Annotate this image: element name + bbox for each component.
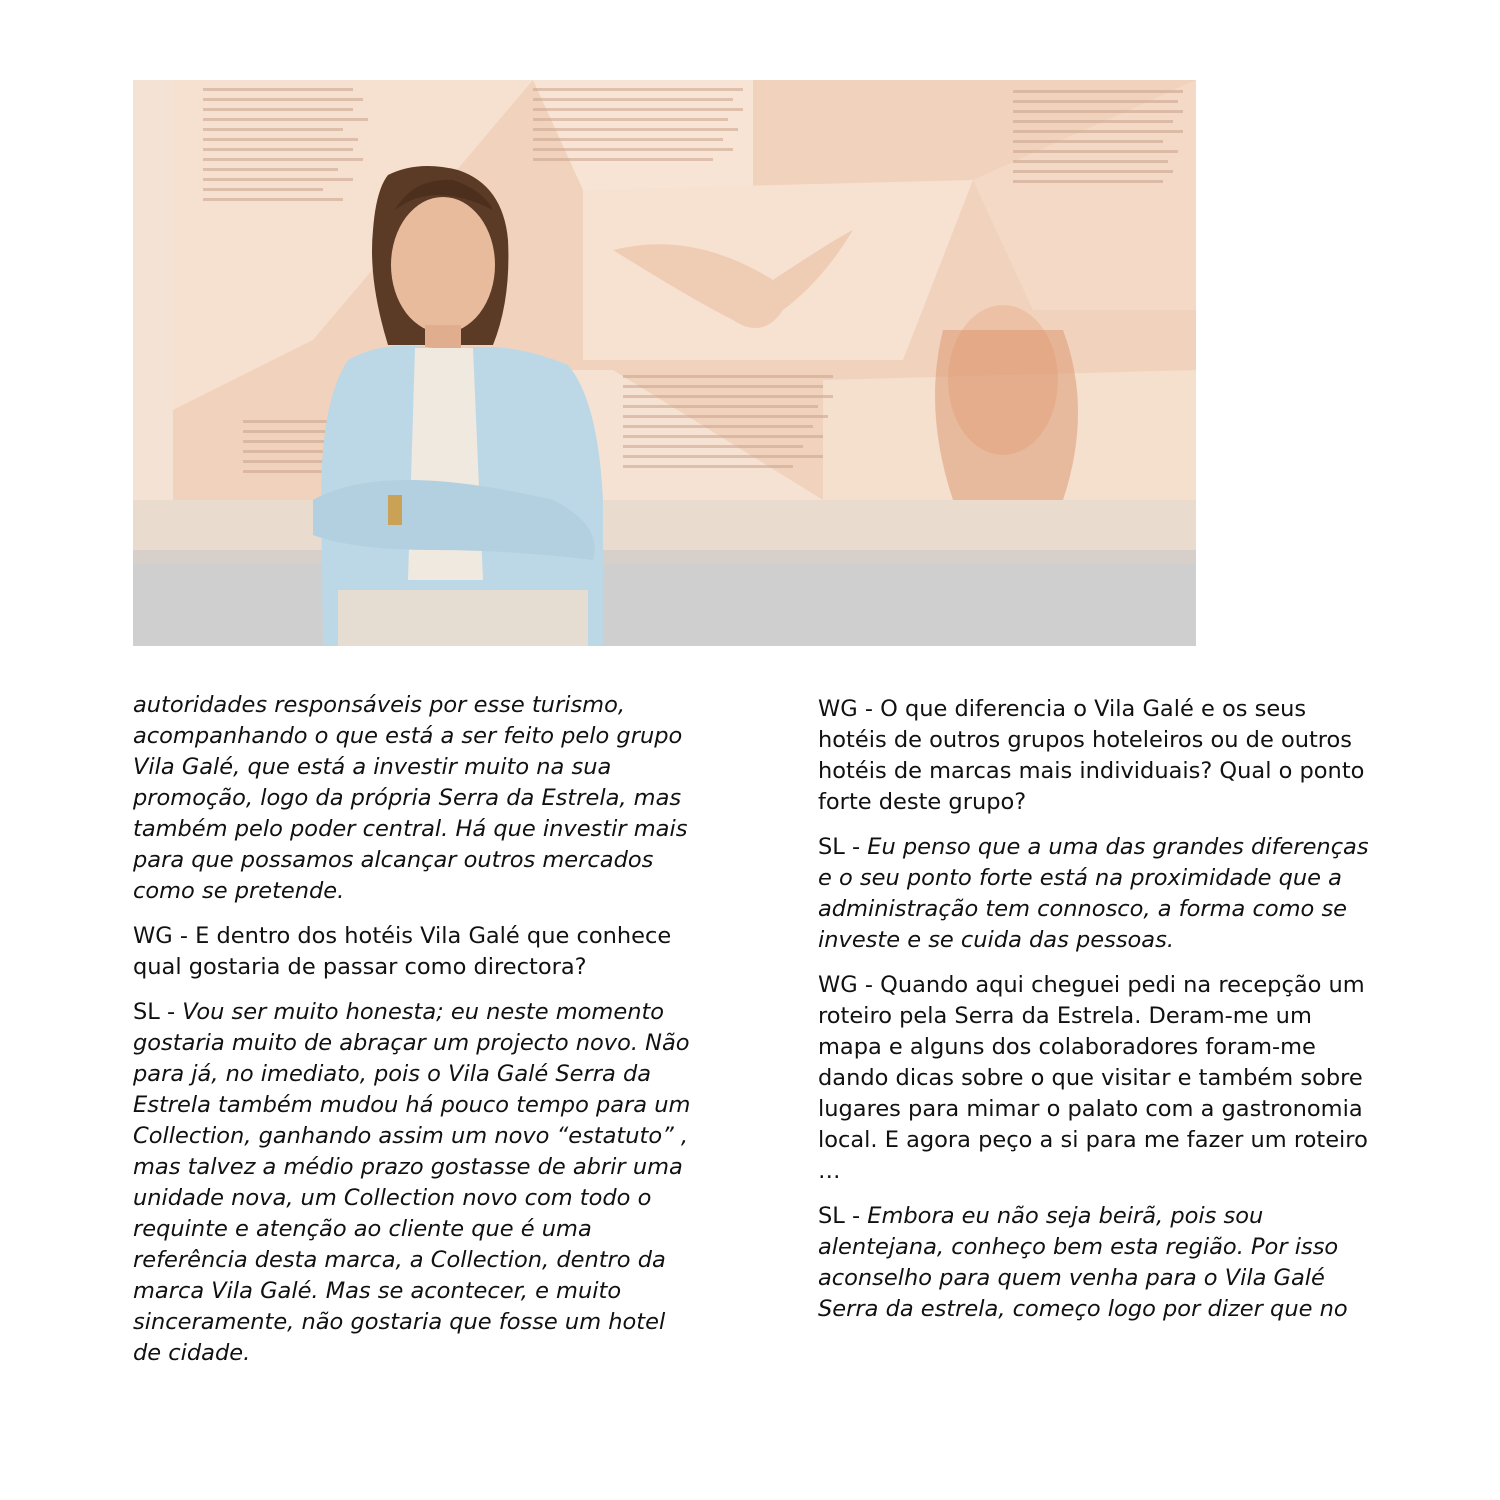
speaker-label: WG (818, 972, 858, 998)
speaker-separator: - (857, 696, 881, 722)
intro-paragraph: autoridades responsáveis por esse turismo, acompanhando o que está a ser feito pelo grupo Vila Galé, que está a investir muito na sua promoção, logo da própria Serra da Estrela, mas também pelo poder central. Há que investir mais para que possamos alcançar outros mercados como se pretende. (133, 692, 688, 904)
speaker-separator: - (844, 834, 868, 860)
question-text: E dentro dos hotéis Vila Galé que conhece qual gostaria de passar como directora? (133, 923, 672, 980)
question-paragraph (818, 970, 1378, 1187)
question-text: O que diferencia o Vila Galé e os seus hotéis de outros grupos hoteleiros ou de outros hotéis de marcas mais individuais? Qual o ponto forte deste grupo? (818, 696, 1365, 815)
speaker-separator: - (857, 972, 881, 998)
left-text-column (133, 690, 698, 1369)
answer-paragraph (133, 997, 698, 1369)
answer-paragraph (818, 832, 1378, 956)
photo-illustration (133, 80, 1196, 646)
answer-text: Vou ser muito honesta; eu neste momento gostaria muito de abraçar um projecto novo. Não para já, no imediato, pois o Vila Galé Serra da Estrela também mudou há pouco tempo para um Collection, ganhando assim um novo “estatuto” , mas talvez a médio prazo gostasse de abrir uma unidade nova, um Collection novo com todo o requinte e atenção ao cliente que é uma referência desta marca, a Collection, dentro da marca Vila Galé. Mas se acontecer, e muito sinceramente, não gostaria que fosse um hotel de cidade. (133, 999, 691, 1366)
question-text: Quando aqui cheguei pedi na recepção um roteiro pela Serra da Estrela. Deram-me um mapa e alguns dos colaboradores foram-me dando dicas sobre o que visitar e também sobre lugares para mimar o palato com a gastronomia local. E agora peço a si para me fazer um roteiro … (818, 972, 1368, 1184)
right-text-column (818, 694, 1378, 1325)
speaker-separator: - (844, 1203, 868, 1229)
speaker-label: WG (133, 923, 173, 949)
answer-paragraph (818, 1201, 1378, 1325)
question-paragraph (818, 694, 1378, 818)
speaker-label: SL (818, 834, 845, 860)
question-paragraph (133, 921, 698, 983)
speaker-separator: - (172, 923, 196, 949)
answer-text: Embora eu não seja beirã, pois sou alentejana, conheço bem esta região. Por isso aconselho para quem venha para o Vila Galé Serra da estrela, começo logo por dizer que no (818, 1203, 1348, 1322)
speaker-separator: - (159, 999, 183, 1025)
hero-photo (133, 80, 1196, 646)
answer-text: Eu penso que a uma das grandes diferenças e o seu ponto forte está na proximidade que a administração tem connosco, a forma como se investe e se cuida das pessoas. (818, 834, 1369, 953)
speaker-label: WG (818, 696, 858, 722)
speaker-label: SL (133, 999, 160, 1025)
speaker-label: SL (818, 1203, 845, 1229)
